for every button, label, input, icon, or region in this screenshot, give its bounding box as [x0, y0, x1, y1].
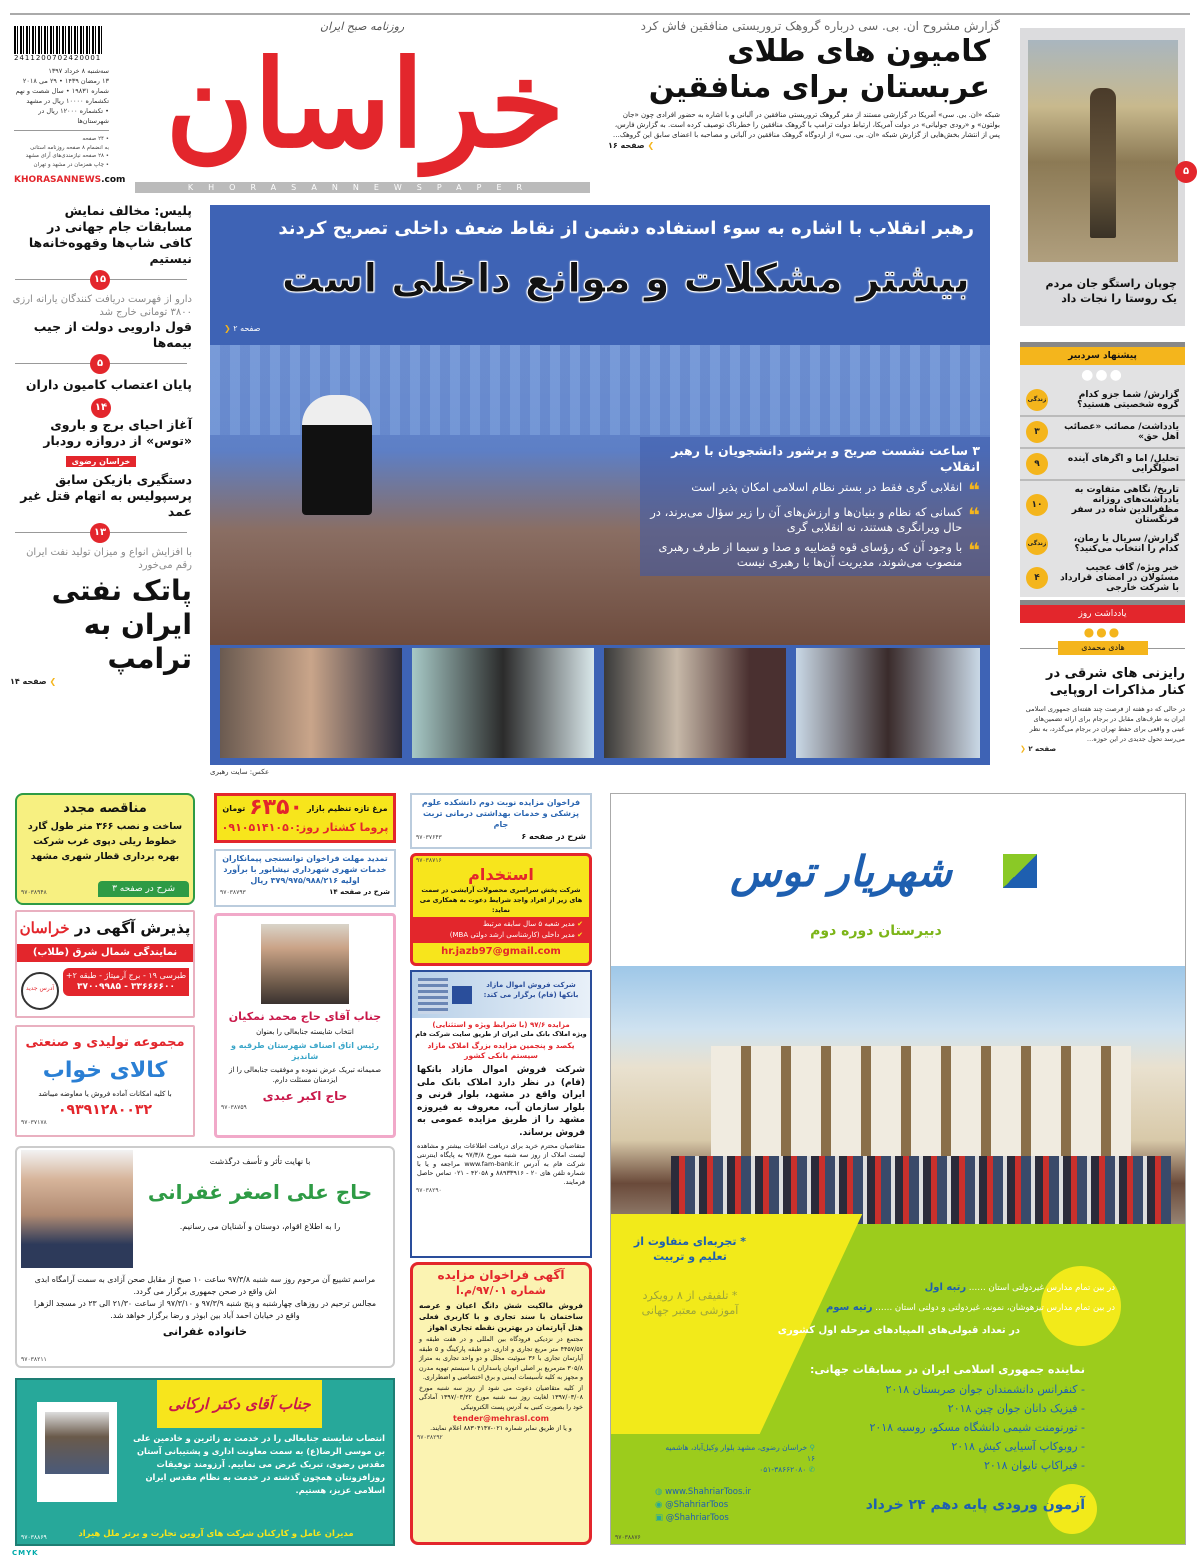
editor-pick-item[interactable] — [1020, 559, 1185, 597]
issue-info — [14, 135, 109, 169]
new-address-stamp: آدرس جدید — [21, 972, 59, 1010]
thumbnail-photo — [796, 648, 980, 758]
dots-icon: ●●● — [1081, 367, 1124, 383]
ad-brand: پروما کشتار روز: — [295, 821, 389, 834]
ad-body: تمدید مهلت فراخوان توانسنجی پیمانکاران خدمات شهری شهرداری نیشابور با برآورد اولیه ۳۷۹/۹۷۵/۹۸۸/۲۱۶ ریال — [222, 854, 388, 885]
quote-icon: ❝ — [968, 538, 980, 562]
quotes-title: ۳ ساعت نشست صریح و پرشور دانشجویان با رهبر انقلاب — [671, 443, 980, 474]
competition: - تورنومنت شیمی دانشگاه مسکو، روسیه ۲۰۱۸ — [869, 1421, 1085, 1434]
location-icon: ⚲ — [809, 1443, 815, 1452]
ad-sign: مدیران عامل و کارکنان شرکت های آروین تجارت و برتر ملل هیراد — [78, 1529, 354, 1539]
ad-intro: با نهایت تأثر و تأسف درگذشت — [209, 1157, 311, 1166]
school-website: www.ShahriarToos.ir — [665, 1487, 751, 1497]
ad-code: ۹۷۰۳۸۲۹۲ — [417, 1433, 443, 1441]
divider — [14, 130, 109, 131]
school-brand: شهریار توس — [730, 847, 952, 896]
ad-title: مجموعه تولیدی و صنعتی — [25, 1035, 185, 1050]
chicken-ad[interactable] — [214, 793, 396, 843]
hiring-ad[interactable] — [410, 853, 592, 966]
ad-title: استخدام — [468, 865, 534, 884]
issue-date — [14, 66, 109, 126]
top-story-body: شبکه «ان. بی. سی» آمریکا در گزارشی مستند از مقر گروهک تروریستی منافقین در آلبانی و با اشاره به حضور افرادی چون «جان بولتون» و «رودی جولیانی» در دولت آمریکا، ارتباط دولت ترامپ با گروهک منافقین را خطرناک توصیف کرده است. به گزارش فارس، پس از انتشار بخش‌هایی از گزارش شبکه «ان. بی. سی» از اردوگاه گروهک منافقین در آلبانی و مصاحبه با اعضای سابق این گروهک… — [612, 111, 1000, 139]
check-icon: ✔ — [577, 920, 583, 928]
leader-figure — [302, 395, 372, 515]
ad-sign: حاج اکبر عبدی — [262, 1089, 348, 1103]
ad-phone: ۰۹۳۹۱۲۸۰۰۳۲ — [58, 1102, 152, 1118]
ad-code: ۹۷۰۳۸۹۴۸ — [21, 889, 47, 896]
right-photo-box[interactable] — [1020, 28, 1185, 326]
ad-line: فروش مالکیت شش دانگ اعیان و عرصه ساختمان با سند تجاری و با کاربری فعلی هتل آپارتمان در بهترین نقطه تجاری اهواز — [419, 1301, 583, 1332]
item-text: خبر ویژه/ گاف عجیب مسئولان در امضای قرارداد با شرکت خارجی — [1060, 563, 1179, 593]
ad-body: ساخت و نصب ۳۶۶ متر طول گارد خطوط ریلی دپوی غرب شرکت بهره برداری قطار شهری مشهد — [27, 821, 183, 862]
ad-footer: شرح در صفحه ۱۴ — [329, 888, 390, 896]
ad-body: شرکت پخش سراسری محصولات آرایشی در سمت های زیر از افراد واجد شرایط دعوت به همکاری می نماید: — [419, 886, 583, 914]
left-kicker: با افزایش انواع و میزان تولید نفت ایران رقم می‌خورد — [26, 547, 192, 571]
rank-label: رتبه اول — [924, 1282, 967, 1293]
auction-ad[interactable] — [410, 1262, 592, 1545]
competition: - کنفرانس دانشمندان جوان صربستان ۲۰۱۸ — [885, 1383, 1085, 1396]
khorasan-ad[interactable] — [15, 910, 195, 1018]
portrait-frame — [37, 1402, 117, 1502]
website-name: KHORASANNEWS — [14, 175, 102, 185]
quote: انقلابی گری فقط در بستر نظام اسلامی امکان پذیر است — [691, 480, 963, 494]
competitions-title: نماینده جمهوری اسلامی ایران در مسابقات جهانی: — [809, 1363, 1085, 1376]
ad-footer: متقاضیان محترم خرید برای دریافت اطلاعات بیشتر و مشاهده لیست املاک از روز سه شنبه مورخ ۹۷/۳/۸ به پایگاه اینترنتی شرکت فام به آدرس www.fam-bank.ir مراجعه و یا با شماره تلفن های ۲۰ - ۸۸۹۳۳۹۱۶ و ۴۲۰۵۸ - ۰۲۱ تماس حاصل فرمایند. — [417, 1142, 585, 1186]
competition: - فیراکاپ تایوان ۲۰۱۸ — [983, 1459, 1085, 1472]
school-subtitle: دبیرستان دوره دوم — [810, 923, 942, 939]
ad-brand: کالای خواب — [42, 1058, 168, 1083]
left-headline[interactable]: دستگیری بازیکن سابق پرسپولیس به اتهام قتل غیر عمد — [20, 472, 192, 519]
right-photo-caption: چوپان راستگو جان مردم یک روستا را نجات داد — [1045, 277, 1177, 305]
info-line: • ۲۸ صفحه نیازمندی‌های آرای مشهد — [25, 153, 109, 159]
ad-line: مجتمع در نزدیکی فرودگاه بین المللی و در هفت طبقه و ۴۴۵۷/۵۷ متر مربع تجاری و اداری، دو طبقه پارکینگ و ۵ طبقه آپارتمان تجاری با ۳۶ سوئیت مجلل و دو واحد تجاری به متراژ ۳۰۵/۸ مترمربع بر اصلی اتوبان پاسداران با سیستم تهویه مدرن و مجهز به کلیه تأسیسات ایمنی و برق اختصاصی و اضطراری. — [419, 1336, 584, 1381]
ad-title: پذیرش آگهی در — [74, 919, 191, 937]
date-line: تکشماره ۱۰۰۰۰ ریال در مشهد — [26, 97, 109, 105]
ad-code: ۹۷۰۳۸۷۱۶ — [416, 857, 442, 864]
date-line: سه‌شنبه ۸ خرداد ۱۳۹۷ — [48, 67, 109, 75]
ad-unit: تومان — [222, 803, 246, 813]
item-text: تحلیل/ اما و اگرهای آینده اصولگرایی — [1067, 454, 1179, 474]
ad-footer: شرح در صفحه ۳ — [98, 881, 189, 897]
page-badge: زندگی — [1026, 533, 1048, 555]
top-story-page[interactable]: ❯ صفحه ۱۶ — [608, 140, 1000, 151]
instagram-icon: ▣ — [655, 1513, 664, 1523]
check-icon: ✔ — [577, 931, 583, 939]
left-headline[interactable]: پلیس: مخالف نمایش مسابقات جام جهانی در کافی شاپ‌ها وقهوه‌خانه‌ها نیستیم — [28, 203, 192, 266]
left-kicker: دارو از فهرست دریافت کنندگان یارانه ارزی ۳۸۰۰ تومانی خارج شد — [12, 294, 192, 318]
ad-address: طبرسی ۱۹ - برج آرمیتاژ - طبقه ۲+ — [65, 971, 187, 980]
ad-email[interactable]: hr.jazb97@gmail.com — [441, 946, 561, 957]
top-story-kicker: گزارش مشروح ان. بی. سی درباره گروهک تروریستی منافقین فاش کرد — [640, 19, 1000, 33]
item-text: تاریخ/ نگاهی متفاوت به یادداشت‌های روزانه مظفرالدین شاه در سفر فرنگستان — [1071, 485, 1179, 525]
torbat-ad[interactable] — [410, 793, 592, 849]
main-story[interactable] — [210, 205, 990, 765]
note-body: در حالی که دو هفته از فرصت چند هفته‌ای جمهوری اسلامی ایران به طرف‌های مقابل در برجام برای ارائه تضمین‌های عینی و واقعی برای حفظ تهران در برجام می‌گذرد، به نظر می‌رسد تحول جدیدی در این حوزه… — [1025, 705, 1185, 743]
editor-pick-item[interactable] — [1020, 417, 1185, 449]
ad-code: ۹۷۰۳۷۱۷۸ — [21, 1119, 47, 1126]
info-block — [14, 26, 126, 185]
website-link[interactable] — [655, 1486, 751, 1499]
editor-picks — [1020, 342, 1185, 597]
ad-title: جناب آقای دکتر ارکانی — [157, 1380, 322, 1428]
job-label: مدیر شعبه ۵ سال سابقه مرتبط — [483, 920, 575, 928]
ad-code: ۹۷۰۳۸۲۹۰ — [416, 1187, 442, 1194]
page-badge[interactable]: ۱۴ — [91, 398, 111, 418]
ad-body: شرکت فروش اموال مازاد بانکها (فام) در نظر دارد املاک بانک ملی ایران واقع در مشهد، بلوار قرنی و بلوار سازمان آب، معروف به فیروزه مشهد را از طریق مزایده عمومی به فروش برساند. — [417, 1065, 585, 1138]
page-badge: ۳ — [1026, 421, 1048, 443]
left-column — [10, 203, 192, 687]
thumbnail-photo — [412, 648, 594, 758]
ad-line: مرغ تازه تنظیم بازار — [306, 803, 388, 813]
ad-line: مجالس ترحیم در روزهای چهارشنبه و پنج شنبه ۹۷/۳/۹ و ۹۷/۳/۱۰ از ساعت ۲۱/۳۰ الی ۲۳ در مسجد الزهرا واقع در خیابان احمد آباد بین ابوذر و رضا برگزار خواهد شد. — [33, 1299, 377, 1320]
newspaper-bar: KHORASANNEWSPAPER — [135, 182, 590, 193]
page-divider — [10, 522, 192, 544]
ad-company: شرکت فروش اموال مازاد بانکها (فام) برگزار می کند: — [483, 981, 579, 999]
arkani-ad[interactable] — [15, 1378, 395, 1546]
ranks-note: در تعداد قبولی‌های المپیادهای مرحله اول کشوری — [777, 1325, 1020, 1336]
editor-pick-item[interactable] — [1020, 449, 1185, 481]
editor-pick-item[interactable] — [1020, 385, 1185, 417]
rank-text: در بین تمام مدارس غیردولتی استان — [988, 1283, 1115, 1293]
school-phone: ۰۵۱-۳۸۶۶۲۰۸۰ — [759, 1465, 807, 1474]
editor-picks-title: پیشنهاد سردبیر — [1020, 347, 1185, 365]
deceased-name: حاج علی اصغر غفرانی — [147, 1180, 373, 1204]
khorasan-logo: خراسان — [19, 919, 70, 937]
info-line: • ۲۴ صفحه — [82, 136, 109, 142]
telegram-icon: ◉ — [655, 1500, 663, 1510]
page-badge: ۴ — [1026, 567, 1048, 589]
portrait-photo — [45, 1412, 109, 1474]
ad-phone: ۰۹۱۰۵۱۴۱۰۵۰ — [221, 821, 296, 834]
daily-note[interactable] — [1020, 600, 1185, 754]
editor-pick-item[interactable] — [1020, 481, 1185, 529]
website-suffix: .com — [101, 175, 126, 185]
ad-title: مناقصه مجدد — [63, 801, 147, 816]
logo-subtitle: روزنامه صبح ایران — [320, 20, 405, 33]
globe-icon: ◍ — [655, 1487, 663, 1497]
job-item — [419, 930, 583, 941]
ad-agency: نمایندگی شمال شرق (طلاب) — [17, 944, 193, 962]
note-title: یادداشت روز — [1020, 605, 1185, 623]
competition: - فیزیک دانان جوان چین ۲۰۱۸ — [947, 1402, 1085, 1415]
obituary-ad[interactable] — [15, 1146, 395, 1368]
job-item — [419, 919, 583, 930]
ad-line: یکصد و پنجمین مزایده بزرگ املاک مازاد سیستم بانکی کشور — [427, 1041, 575, 1060]
rank-label: رتبه سوم — [825, 1302, 873, 1313]
ad-line: مزایده ۹۷/۶ (با شرایط ویژه و استثنایی) — [432, 1021, 570, 1029]
newspaper-logo: خراسان — [165, 34, 565, 175]
photo-credit: عکس: سایت رهبری — [210, 768, 270, 776]
quotes-box — [640, 437, 990, 576]
telegram-link[interactable] — [655, 1499, 751, 1512]
portrait-photo — [261, 924, 349, 1004]
bedding-ad[interactable] — [15, 1025, 195, 1137]
tender-ad[interactable] — [15, 793, 195, 905]
ad-price: ۶۳۵۰ — [249, 795, 303, 820]
ad-line: انتخاب شایسته جنابعالی را بعنوان — [256, 1028, 354, 1036]
page-badge: زندگی — [1026, 389, 1048, 411]
school-ad[interactable]: شهریار توس دبیرستان دوره دوم * تجربه‌ای متفاوت از تعلیم و تربیت * تلفیقی از ۸ رویکرد آموزشی معتبر جهانی در بین تمام مدارس غیردولتی استان …… رتبه اول در بین تمام مدارس تیزهوشان، نمونه، غیردولتی و دولتی استان …… رتبه سوم در تعداد قبولی‌های المپیادهای مرحله اول کشوری نماینده جمهوری اسلامی ایران در مسابقات جهانی: - کنفرانس دانشمندان جوان صربستان ۲۰۱۸ - فیزیک دانان جوان چین ۲۰۱۸ - تورنومنت شیمی دانشگاه مسکو، روسیه ۲۰۱۸ - روبوکاپ آسیایی کیش ۲۰۱۸ - فیراکاپ تایوان ۲۰۱۸ آزمون ورودی پایه دهم ۲۴ خرداد ⚲ خراسان رضوی، مشهد بلوار وکیل‌آباد، هاشمیه ۱۶ ✆ ۰۵۱-۳۸۶۶۲۰۸۰ ◍ www.ShahriarToos.ir ◉ @ShahriarToos ▣ @ShahriarToos ۹۷۰۳۸۸۷۶ — [610, 793, 1186, 1545]
neyshabur-ad[interactable] — [214, 849, 396, 907]
page-badge: ۹ — [1026, 453, 1048, 475]
left-headline[interactable]: پایان اعتصاب کامیون داران — [25, 377, 192, 392]
main-kicker: رهبر انقلاب با اشاره به سوء استفاده دشمن از نقاط ضعف داخلی تصریح کردند — [278, 218, 974, 239]
item-text: گزارش/ سریال یا رمان، کدام را انتخاب می‌کنید؟ — [1073, 534, 1179, 554]
job-label: مدیر داخلی (کارشناسی ارشد دولتی MBA) — [449, 931, 575, 939]
note-author: هادی محمدی — [1058, 641, 1148, 655]
rank-text: در بین تمام مدارس تیزهوشان، نمونه، غیردولتی و دولتی استان — [894, 1303, 1115, 1313]
quote: با وجود آن که رؤسای قوه قضاییه و صدا و سیما از طرف رهبری منصوب می‌شوند، مدیریت آن‌ها با رهبری نیست — [658, 540, 963, 569]
thumbnail-photo — [220, 648, 402, 758]
ad-phones: ۳۳۶۶۶۶۰۰ - ۳۷۰۰۹۹۸۵ — [77, 982, 175, 992]
quote-icon: ❝ — [968, 503, 980, 527]
left-headline[interactable]: آغاز احیای برج و باروی «توس» از دروازه رودبار — [43, 417, 192, 448]
page-badge[interactable]: ۱۵ — [90, 270, 110, 290]
ad-body: انتصاب شایسته جنابعالی را در خدمت به زائرین و خادمین علی بن موسی الرضا(ع) به سمت معاونت اداری و پشتیبانی آستان مقدس رضوی، تبریک عرض می نماییم. آرزومند توفیقات روزافزونتان همچون گذشته در خدمت به نظام مقدس ایران اسلامی عزیز، هستیم. — [133, 1433, 385, 1495]
ad-sign: خانواده غفرانی — [162, 1325, 248, 1338]
info-line: • چاپ همزمان در مشهد و تهران — [33, 161, 109, 168]
competition: - روبوکاپ آسیایی کیش ۲۰۱۸ — [951, 1440, 1085, 1453]
website-link[interactable] — [14, 175, 126, 185]
top-story[interactable] — [608, 18, 1000, 151]
dots-icon: ●●● — [1083, 625, 1122, 639]
building — [711, 1046, 1131, 1156]
editor-pick-item[interactable] — [1020, 529, 1185, 559]
feature: * تلفیقی از ۸ رویکرد آموزشی معتبر جهانی — [641, 1289, 739, 1317]
top-story-headline: کامیون های طلای عربستان برای منافقین — [648, 34, 990, 105]
ad-line: صمیمانه تبریک عرض نموده و موفقیت جنابعالی را از ایزدمنان مسئلت دارم. — [228, 1066, 382, 1084]
page-link[interactable]: ❯ صفحه ۱۴ — [10, 676, 192, 687]
shepherd-photo — [1028, 40, 1178, 262]
exam-date: آزمون ورودی پایه دهم ۲۴ خرداد — [865, 1497, 1085, 1513]
info-line: به انضمام ۸ صفحه روزنامه استانی — [30, 144, 109, 151]
school-logo-icon — [1003, 854, 1037, 888]
phone-icon: ✆ — [808, 1465, 815, 1474]
main-headline: بیشتر مشکلات و موانع داخلی است — [281, 256, 970, 302]
ad-code: ۹۷۰۳۸۷۵۹ — [221, 1104, 247, 1111]
ad-email[interactable]: tender@mehrasl.com — [453, 1414, 549, 1423]
barcode — [14, 26, 104, 54]
page-divider — [10, 353, 192, 375]
quote-icon: ❝ — [968, 478, 980, 502]
person-figure — [1090, 88, 1116, 238]
ad-body: فراخوان مزایده نوبت دوم دانشکده علوم پزشکی و خدمات بهداشتی درمانی تربت جام — [421, 798, 581, 829]
item-text: یادداشت/ مصائب «عصائب اهل حق» — [1064, 422, 1179, 442]
fam-logo-icon — [452, 986, 472, 1004]
date-line: شماره ۱۹۸۳۱ • سال شصت و نهم — [15, 87, 109, 95]
thumbnail-photo — [604, 648, 786, 758]
ad-line: و یا از طریق نمابر شماره ۰۲۱-۸۸۳۰۴۱۴۷ اعلام نمایند. — [430, 1425, 572, 1432]
deceased-photo — [21, 1150, 133, 1268]
page-badge: ۱۰ — [1026, 494, 1048, 516]
ad-name: جناب آقای حاج محمد نمکیان — [228, 1010, 382, 1023]
left-main-headline[interactable]: پاتک نفتی ایران به ترامپ — [51, 574, 192, 675]
date-line: ۱۳ رمضان ۱۴۳۹ • ۲۹ می ۲۰۱۸ — [22, 77, 109, 85]
cmyk-mark: CMYK — [12, 1549, 39, 1557]
ad-line: را به اطلاع اقوام، دوستان و آشنایان می رسانیم. — [179, 1222, 341, 1231]
school-instagram: @ShahriarToos — [665, 1513, 729, 1523]
school-telegram: @ShahriarToos — [665, 1500, 729, 1510]
note-page-link[interactable]: ❯ صفحه ۲ — [1020, 744, 1185, 754]
section-tag: خراسان رضوی — [66, 456, 137, 467]
ad-line: ویژه املاک بانک ملی ایران از طریق سایت شرکت فام — [415, 1030, 587, 1038]
ad-line: رئیس اتاق اصناف شهرستان طرقبه و شاندیز — [231, 1041, 379, 1061]
feature: * تجربه‌ای متفاوت از تعلیم و تربیت — [633, 1235, 747, 1263]
ad-code: ۹۷۰۳۸۲۱۱ — [21, 1356, 47, 1363]
ad-line: از کلیه متقاضیان دعوت می شود از روز سه شنبه مورخ ۱۳۹۷/۰۳/۰۸ لغایت روز سه شنبه مورخ ۱۳۹۷/۰۳/۲۲ آمادگی خود را بصورت کتبی به آدرس پست الکترونیکی — [419, 1384, 583, 1411]
main-page-link[interactable]: ❯ صفحه ۲ — [224, 323, 260, 334]
date-line: • تکشماره ۱۲۰۰۰ ریال در شهرستان‌ها — [38, 107, 109, 125]
top-rule — [10, 13, 1190, 15]
ad-code: ۹۷۰۳۸۸۷۶ — [615, 1534, 641, 1541]
instagram-link[interactable] — [655, 1512, 751, 1525]
left-headline[interactable]: قول دارویی دولت از جیب بیمه‌ها — [33, 319, 192, 350]
building-image — [418, 978, 448, 1014]
barcode-number: 2411200702420001 — [14, 54, 102, 62]
ad-code: ۹۷۰۳۸۷۹۳ — [220, 889, 246, 896]
ad-line: مراسم تشییع آن مرحوم روز سه شنبه ۹۷/۳/۸ ساعت ۱۰ صبح از مقابل صحن آزادی به سمت آرامگاه ابدی اش واقع در صحن جمهوری برگزار می گردد. — [34, 1275, 376, 1296]
ad-body: با کلیه امکانات آماده فروش یا معاوضه میباشد — [38, 1090, 172, 1098]
page-divider — [10, 269, 192, 291]
page-badge[interactable]: ۵ — [1175, 161, 1197, 183]
note-headline: رایزنی های شرقی در کنار مذاکرات اروپایی — [1045, 666, 1185, 698]
page-badge[interactable]: ۵ — [90, 354, 110, 374]
school-photo — [611, 966, 1186, 1256]
ad-code: ۹۷۰۳۷۶۴۳ — [416, 834, 442, 841]
ad-title: آگهی فراخوان مزایده — [437, 1268, 565, 1282]
quote: کسانی که نظام و بنیان‌ها و ارزش‌های آن را زیر سؤال می‌برند، در حال ویرانگری هستند، نه انقلابی گری — [650, 505, 963, 534]
page-badge[interactable]: ۱۳ — [90, 523, 110, 543]
item-text: گزارش/ شما جزو کدام گروه شخصیتی هستید؟ — [1077, 390, 1179, 410]
ad-footer: شرح در صفحه ۶ — [521, 832, 586, 841]
namakian-ad[interactable] — [214, 913, 396, 1138]
fam-ad[interactable] — [410, 970, 592, 1258]
ad-number: شماره ۹۷/۰۱/م.ا — [456, 1284, 546, 1297]
school-address: خراسان رضوی، مشهد بلوار وکیل‌آباد، هاشمیه ۱۶ — [665, 1443, 815, 1463]
ad-code: ۹۷۰۳۸۸۶۹ — [21, 1534, 47, 1541]
